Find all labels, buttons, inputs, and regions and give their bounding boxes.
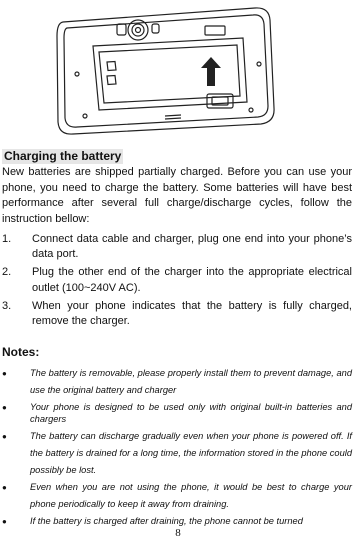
note-text: If the battery is charged after draining, the phone cannot be turned <box>30 516 303 526</box>
page-number: 8 <box>175 527 181 539</box>
bullet-icon: ● <box>2 432 7 441</box>
step-item <box>2 265 352 295</box>
step-number: 2. <box>2 266 12 279</box>
step-number: 1. <box>2 233 12 245</box>
note-text: The battery is removable, please properly install them to prevent damage, and use the original battery and charger <box>30 368 352 395</box>
note-item <box>2 428 352 479</box>
phone-battery-icon <box>55 4 277 136</box>
note-text: Even when you are not using the phone, it would be best to charge your phone periodically to keep it away from draining. <box>30 482 352 509</box>
bullet-icon: ● <box>2 517 7 526</box>
step-item <box>2 299 352 329</box>
step-number: 3. <box>2 299 12 312</box>
step-text: Connect data cable and charger, plug one end into your phone’s data port. <box>32 233 352 261</box>
note-item <box>2 365 352 399</box>
note-text: The battery can discharge gradually even when your phone is powered off. If the battery is drained for a long time, the information stored in the phone could possibly be lost. <box>30 431 352 475</box>
step-text: Plug the other end of the charger into the appropriate electrical outlet (100~240V AC). <box>32 266 352 294</box>
note-item <box>2 479 352 513</box>
instruction-steps <box>2 232 352 332</box>
step-text: When your phone indicates that the battery is fully charged, remove the charger. <box>32 299 352 328</box>
bullet-icon: ● <box>2 369 7 378</box>
phone-back-battery-illustration <box>55 4 277 136</box>
bullet-icon: ● <box>2 483 7 492</box>
section-title: Charging the battery <box>4 149 122 163</box>
note-text: Your phone is designed to be used only with original built-in batteries and chargers <box>30 402 352 424</box>
bullet-icon: ● <box>2 403 7 412</box>
intro-paragraph: New batteries are shipped partially charged. Before you can use your phone, you need to charge the battery. Some batteries will have best performance after several full charge/discharge cycles, follow the instruction bellow: <box>2 166 352 225</box>
notes-list <box>2 365 352 530</box>
step-item <box>2 232 352 262</box>
notes-heading: Notes: <box>2 345 40 359</box>
note-item <box>2 399 352 428</box>
